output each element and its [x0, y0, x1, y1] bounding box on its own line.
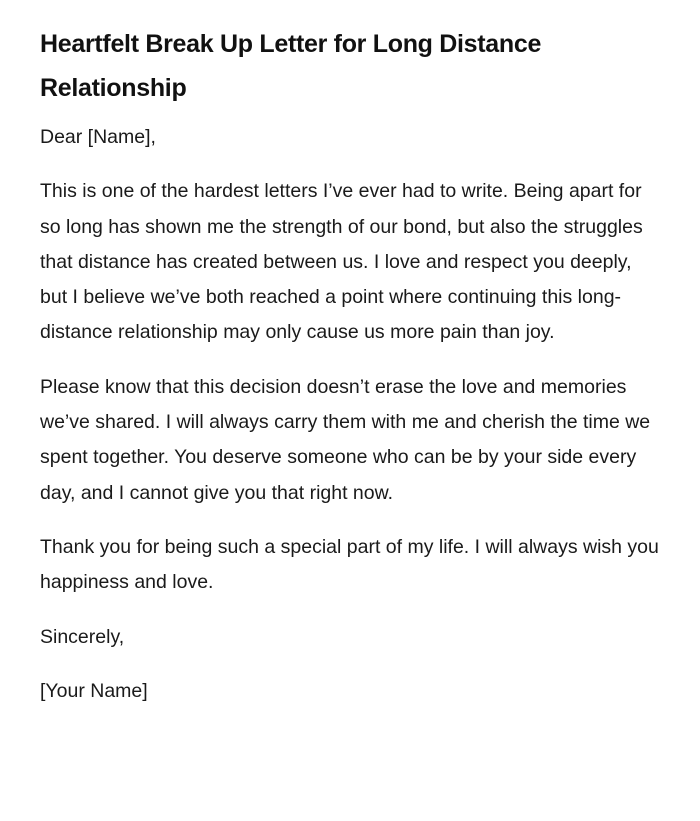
letter-signature: [Your Name]: [40, 679, 148, 702]
letter-paragraph-3: Thank you for being such a special part of my life. I will always wish you happiness and love.: [40, 535, 659, 594]
letter-greeting: Dear [Name],: [40, 126, 156, 148]
letter-paragraph-2: Please know that this decision doesn’t erase the love and memories we’ve shared. I will always carry them with me and cherish the time we spent together. You deserve someone who can be by your side every day, and I cannot give you that right now.: [40, 375, 651, 504]
letter-closing: Sincerely,: [40, 625, 125, 648]
letter-paragraph-1: This is one of the hardest letters I’ve ever had to write. Being apart for so long has shown me the strength of our bond, but also the struggles that distance has created between us. I love and respect you deeply, but I believe we’ve both reached a point where continuing this long-distance relationship may only cause us more pain than joy.: [40, 180, 643, 344]
letter-title: Heartfelt Break Up Letter for Long Distance Relationship: [40, 30, 542, 102]
